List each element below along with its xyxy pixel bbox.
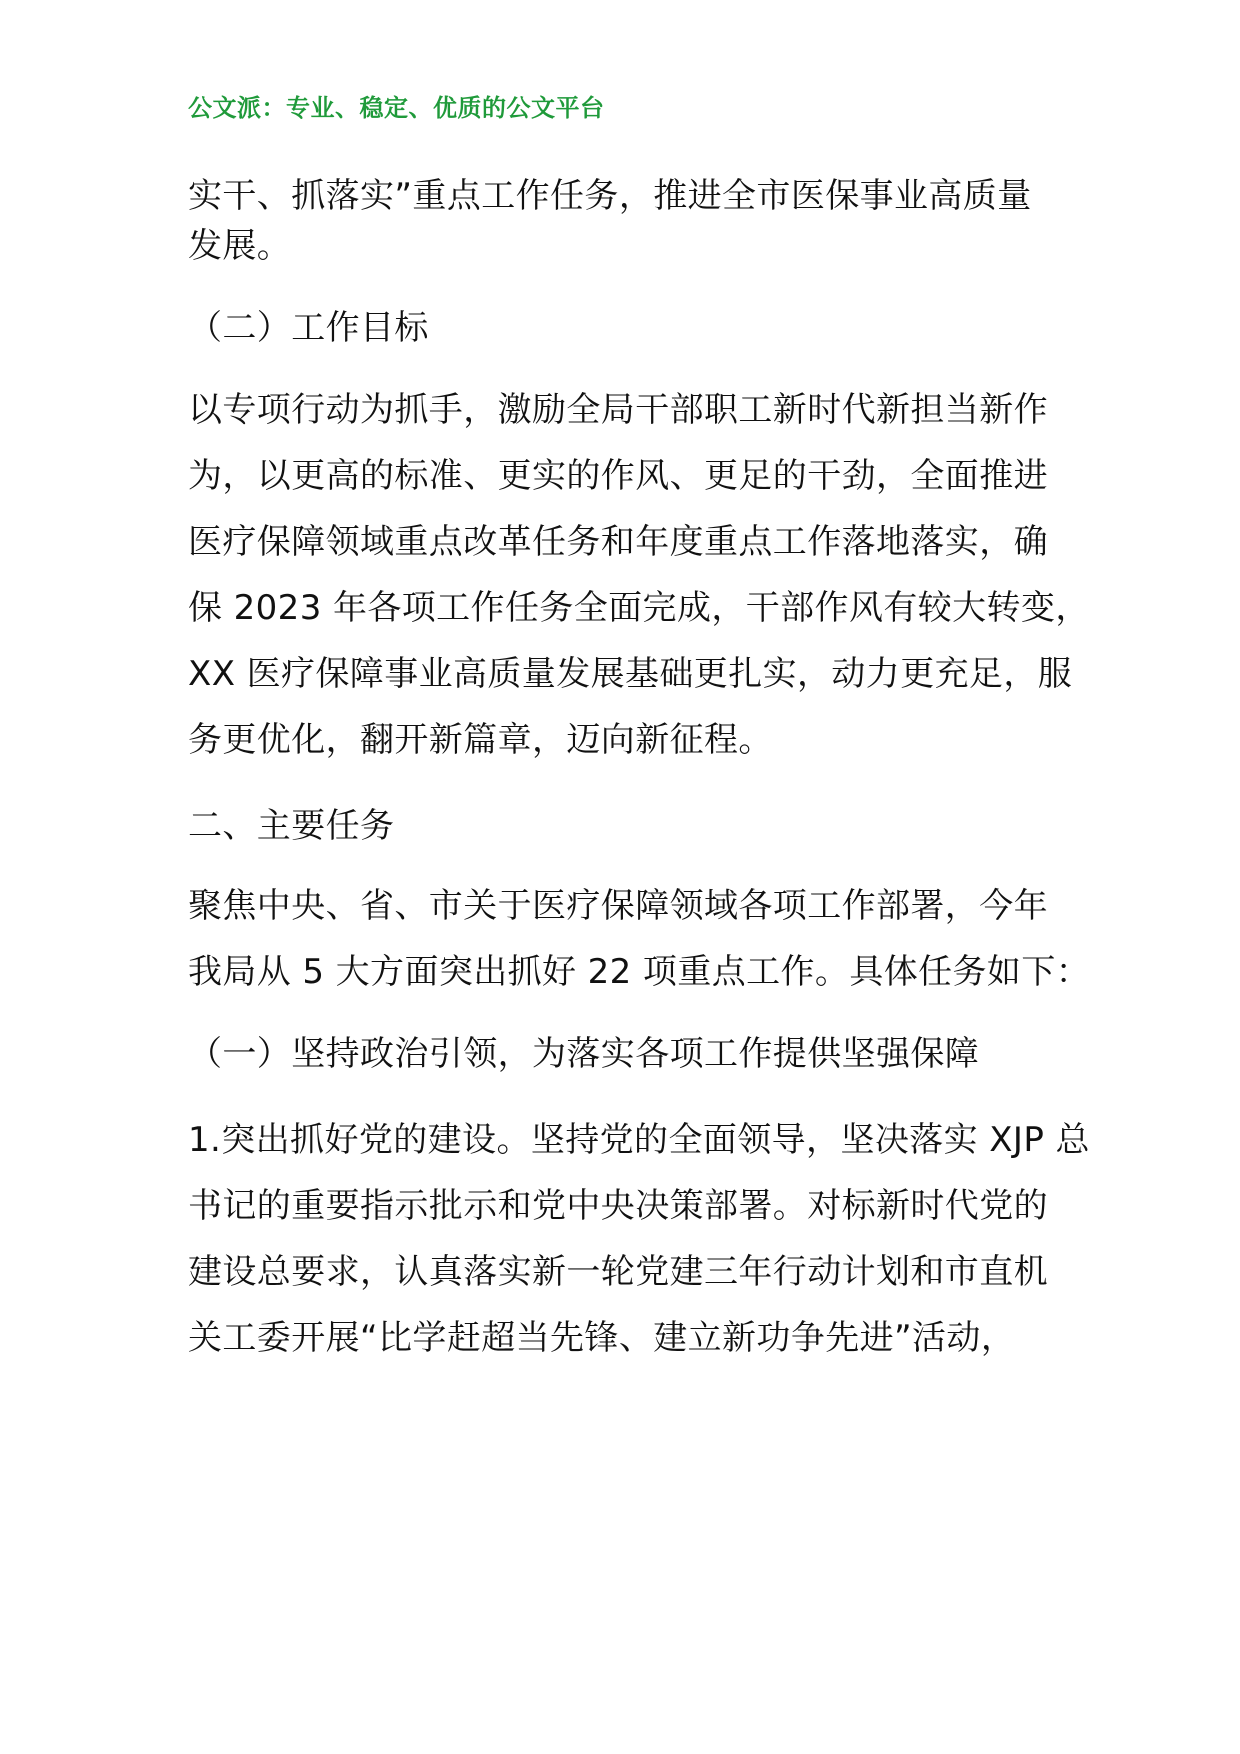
text-line: 关工委开展“比学赶超当先锋、建立新功争先进”活动， <box>188 1318 1016 1358</box>
text-line: 实干、抓落实”重点工作任务，推进全市医保事业高质量 <box>188 176 1032 216</box>
section-heading: 二、主要任务 <box>188 806 395 846</box>
brand-header: 公文派：专业、稳定、优质的公文平台 <box>188 94 605 122</box>
text-line: 我局从 5 大方面突出抓好 22 项重点工作。具体任务如下： <box>188 952 1091 992</box>
text-line: 医疗保障领域重点改革任务和年度重点工作落地落实，确 <box>188 522 1048 562</box>
text-line: 聚焦中央、省、市关于医疗保障领域各项工作部署，今年 <box>188 886 1048 926</box>
text-line: 建设总要求，认真落实新一轮党建三年行动计划和市直机 <box>188 1252 1048 1292</box>
text-line: XX 医疗保障事业高质量发展基础更扎实，动力更充足，服 <box>188 654 1073 694</box>
text-line: 1.突出抓好党的建设。坚持党的全面领导，坚决落实 XJP 总 <box>188 1120 1090 1160</box>
text-line: 书记的重要指示批示和党中央决策部署。对标新时代党的 <box>188 1186 1048 1226</box>
section-heading: （二）工作目标 <box>188 308 429 348</box>
text-line: 以专项行动为抓手，激励全局干部职工新时代新担当新作 <box>188 390 1048 430</box>
text-line: 为，以更高的标准、更实的作风、更足的干劲，全面推进 <box>188 456 1048 496</box>
text-line: 保 2023 年各项工作任务全面完成，干部作风有较大转变， <box>188 588 1090 628</box>
section-heading: （一）坚持政治引领，为落实各项工作提供坚强保障 <box>188 1034 980 1074</box>
text-line: 发展。 <box>188 226 292 266</box>
text-line: 务更优化，翻开新篇章，迈向新征程。 <box>188 720 773 760</box>
